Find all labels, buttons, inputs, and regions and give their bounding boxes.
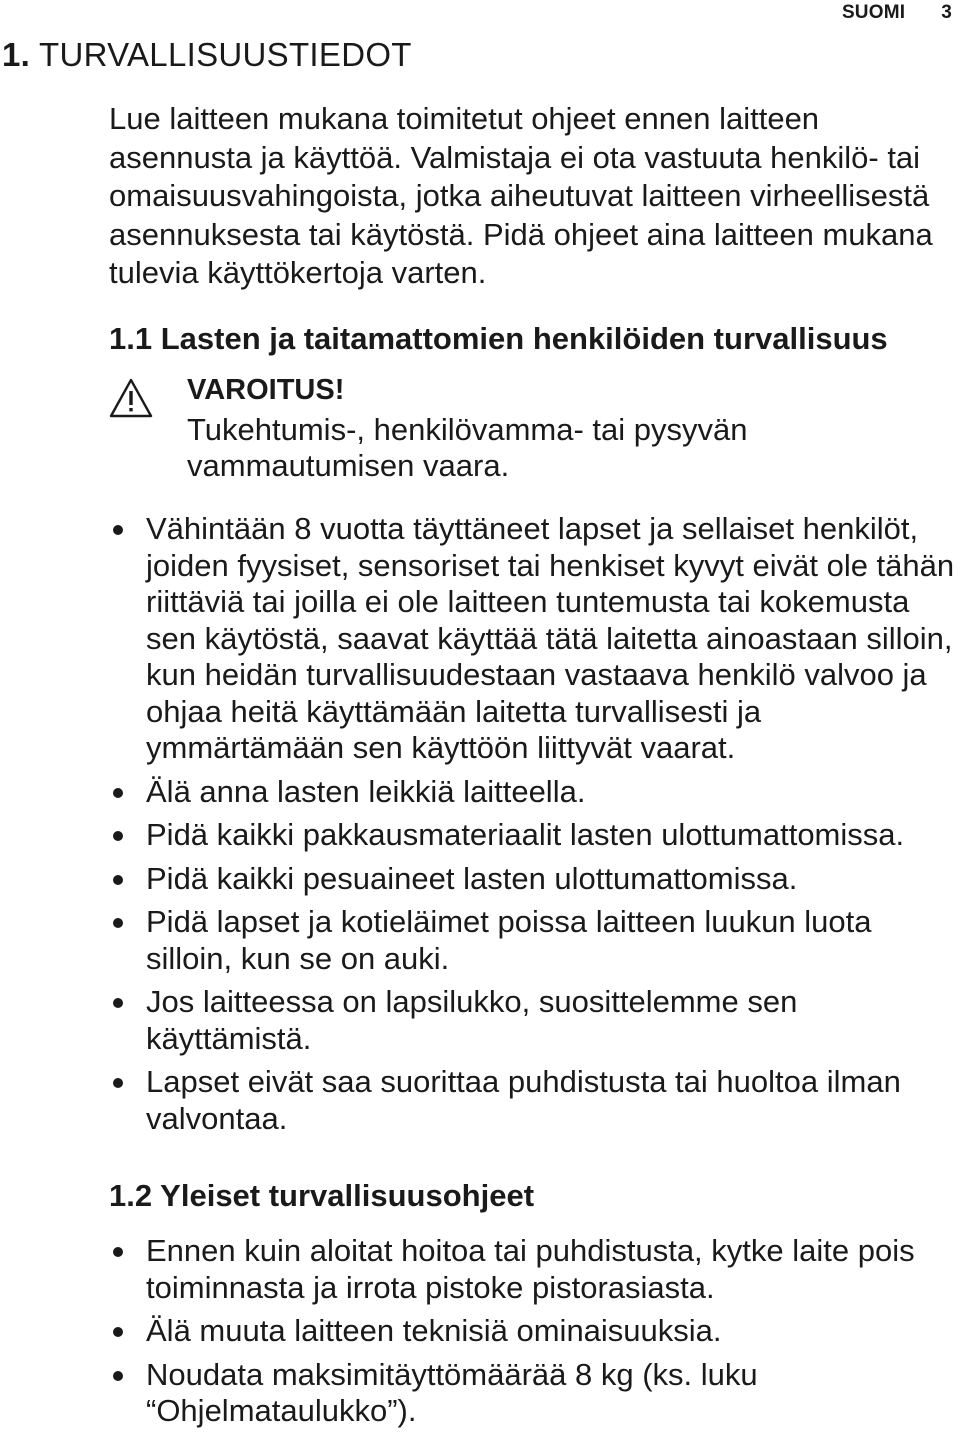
bullet-icon: [113, 788, 123, 798]
list-item: Älä anna lasten leikkiä laitteella.: [109, 774, 959, 811]
page-header: [842, 2, 952, 24]
subsection-title: Lasten ja taitamattomien henkilöiden turvallisuus: [160, 321, 888, 356]
language-label: SUOMI: [841, 2, 906, 23]
section-title-text: TURVALLISUUSTIEDOT: [39, 36, 412, 73]
warning-text: Tukehtumis-, henkilövamma- tai pysyvän vammautumisen vaara.: [187, 412, 748, 483]
list-item: Noudata maksimitäyttömäärää 8 kg (ks. luku “Ohjelmataulukko”).: [109, 1357, 959, 1430]
list-item: Ennen kuin aloitat hoitoa tai puhdistusta, kytke laite pois toiminnasta ja irrota pistoke pistorasiasta.: [109, 1233, 959, 1306]
subsection-title: Yleiset turvallisuusohjeet: [160, 1178, 535, 1213]
safety-list-children: [109, 511, 959, 1144]
list-item: Pidä lapset ja kotieläimet poissa laitteen luukun luota silloin, kun se on auki.: [109, 904, 959, 977]
bullet-icon: [113, 831, 123, 841]
bullet-icon: [113, 1078, 123, 1088]
intro-paragraph: Lue laitteen mukana toimitetut ohjeet ennen laitteen asennusta ja käyttöä. Valmistaja ei ota vastuuta henkilö- tai omaisuusvahingoista, jotka aiheutuvat laitteen virheellisestä asennuksesta tai käytöstä. Pidä ohjeet aina laitteen mukana tulevia käyttökertoja varten.: [109, 101, 933, 290]
section-number: 1.: [2, 36, 31, 73]
bullet-icon: [113, 998, 123, 1008]
list-item: Pidä kaikki pakkausmateriaalit lasten ulottumattomissa.: [109, 817, 959, 854]
page-number: 3: [941, 2, 952, 23]
bullet-icon: [113, 875, 123, 885]
bullet-icon: [113, 525, 123, 535]
warning-title: VAROITUS!: [187, 374, 345, 406]
warning-triangle-icon: [109, 378, 153, 418]
section-title: [2, 36, 412, 74]
subsection-number: 1.2: [109, 1178, 153, 1213]
bullet-icon: [113, 1247, 123, 1257]
list-item: Lapset eivät saa suorittaa puhdistusta tai huoltoa ilman valvontaa.: [109, 1064, 959, 1137]
list-item: Älä muuta laitteen teknisiä ominaisuuksia.: [109, 1313, 959, 1350]
list-item: Jos laitteessa on lapsilukko, suosittelemme sen käyttämistä.: [109, 984, 959, 1057]
bullet-icon: [113, 1371, 123, 1381]
list-item: Pidä kaikki pesuaineet lasten ulottumattomissa.: [109, 861, 959, 898]
bullet-icon: [113, 1327, 123, 1337]
bullet-icon: [113, 918, 123, 928]
list-item: Vähintään 8 vuotta täyttäneet lapset ja sellaiset henkilöt, joiden fyysiset, sensoriset tai henkiset kyvyt eivät ole tähän riittäviä tai joilla ei ole laitteen tuntemusta tai kokemusta sen käytöstä, saavat käyttää tätä laitetta ainoastaan silloin, kun heidän turvallisuudestaan vastaava henkilö valvoo ja ohjaa heitä käyttämään laitetta turvallisesti ja ymmärtämään sen käyttöön liittyvät vaarat.: [109, 511, 959, 767]
subsection-number: 1.1: [109, 321, 153, 356]
subsection-heading-1-1: [109, 320, 888, 358]
safety-list-general: [109, 1233, 959, 1437]
subsection-heading-1-2: [109, 1177, 534, 1215]
